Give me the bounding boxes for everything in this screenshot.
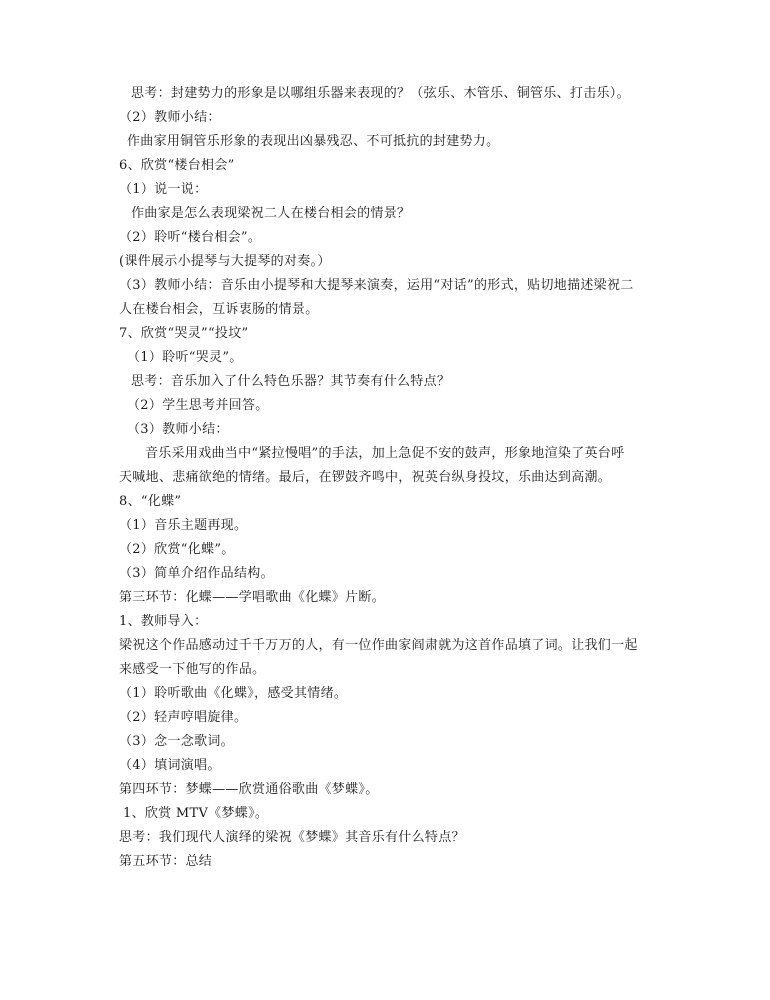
text-line: 第五环节：总结 xyxy=(119,854,213,869)
text-line: 7、欣赏“哭灵”“投坟” xyxy=(119,326,249,341)
text-line: （2）聆听“楼台相会”。 xyxy=(119,230,262,245)
text-line: 作曲家是怎么表现梁祝二人在楼台相会的情景？ xyxy=(131,206,411,221)
text-line: 1、教师导入： xyxy=(119,614,208,629)
text-line: 梁祝这个作品感动过千千万万的人，有一位作曲家阎肃就为这首作品填了词。让我们一起 xyxy=(119,638,638,653)
text-line: （1）说一说： xyxy=(119,182,208,197)
text-line: （1）聆听“哭灵”。 xyxy=(127,350,243,365)
text-line: (课件展示小提琴与大提琴的对奏。） xyxy=(119,254,331,269)
text-line: （3）教师小结：音乐由小提琴和大提琴来演奏，运用“对话”的形式，贴切地描述梁祝二 xyxy=(119,278,634,293)
text-line: 第三环节：化蝶——学唱歌曲《化蝶》片断。 xyxy=(119,590,386,605)
text-line: 人在楼台相会，互诉衷肠的情景。 xyxy=(119,302,319,317)
text-line: 思考：我们现代人演绎的梁祝《梦蝶》其音乐有什么特点？ xyxy=(119,830,465,845)
text-line: 思考：封建势力的形象是以哪组乐器来表现的？（弦乐、木管乐、铜管乐、打击乐）。 xyxy=(131,86,630,101)
text-line: （2）学生思考并回答。 xyxy=(127,398,269,413)
text-line: （3）简单介绍作品结构。 xyxy=(119,566,274,581)
text-line: （2）轻声哼唱旋律。 xyxy=(119,710,248,725)
text-line: 1、欣赏 MTV《梦蝶》。 xyxy=(123,806,269,821)
text-line: （1）聆听歌曲《化蝶》，感受其情绪。 xyxy=(119,686,348,701)
text-line: （4）填词演唱。 xyxy=(119,758,221,773)
text-line: 音乐采用戏曲当中“紧拉慢唱”的手法，加上急促不安的鼓声，形象地渲染了英台呼 xyxy=(145,446,625,461)
text-line: （2）欣赏“化蝶”。 xyxy=(119,542,235,557)
text-line: 思考：音乐加入了什么特色乐器？其节奏有什么特点？ xyxy=(131,374,451,389)
text-line: （1）音乐主题再现。 xyxy=(119,518,248,533)
text-line: （2）教师小结： xyxy=(119,110,221,125)
text-line: （3）念一念歌词。 xyxy=(119,734,234,749)
text-line: 作曲家用铜管乐形象的表现出凶暴残忍、不可抵抗的封建势力。 xyxy=(127,134,500,149)
text-line: 6、欣赏“楼台相会” xyxy=(119,158,235,173)
text-line: 第四环节：梦蝶——欣赏通俗歌曲《梦蝶》。 xyxy=(119,782,379,797)
text-line: （3）教师小结： xyxy=(127,422,229,437)
text-line: 天喊地、悲痛欲绝的情绪。最后，在锣鼓齐鸣中，祝英台纵身投坟，乐曲达到高潮。 xyxy=(119,470,612,485)
text-line: 来感受一下他写的作品。 xyxy=(119,662,266,677)
text-line: 8、“化蝶” xyxy=(119,494,182,509)
